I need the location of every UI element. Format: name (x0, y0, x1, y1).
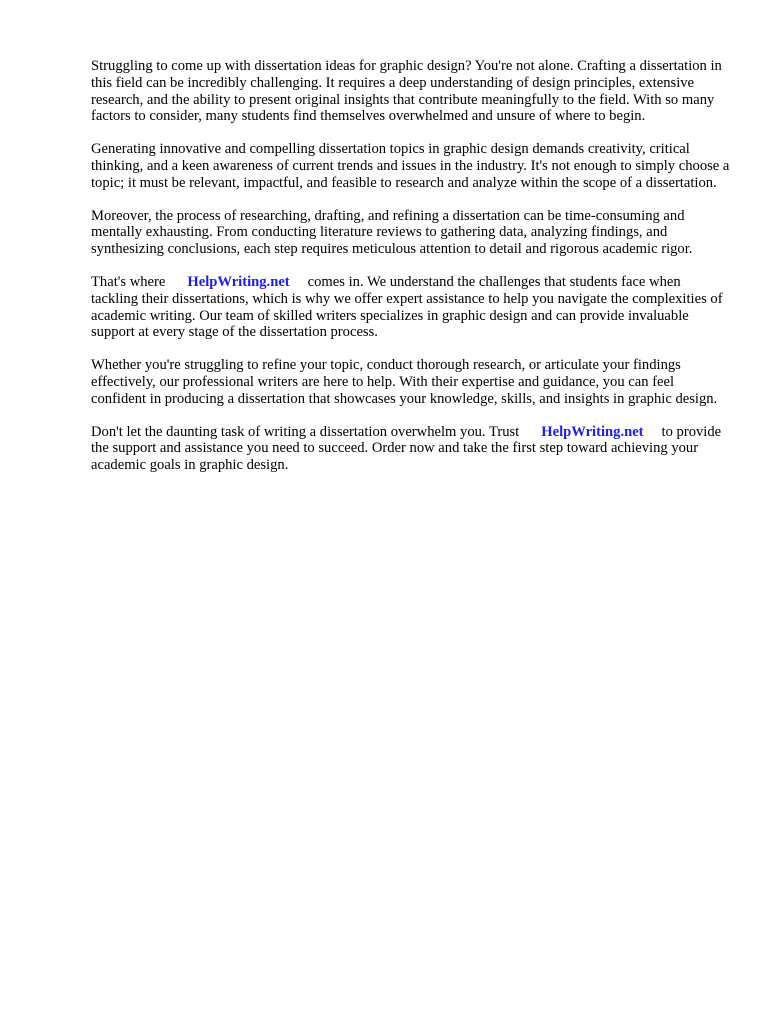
helpwriting-link-closing[interactable]: HelpWriting.net (541, 423, 644, 440)
paragraph-closing-lead: Don't let the daunting task of writing a dissertation overwhelm you. Trust (91, 423, 520, 440)
paragraph-topics: Generating innovative and compelling dissertation topics in graphic design demands creativity, critical thinking, and a keen awareness of current trends and issues in the industry. It's not enough to simply choose a topic; it must be relevant, impactful, and feasible to research and analyze within the scope of a dissertation. (91, 141, 730, 191)
paragraph-closing-rest: to provide the support and assistance you need to succeed. Order now and take the first step toward achieving your academic goals in graphic design. (91, 423, 722, 474)
paragraph-service-rest: comes in. We understand the challenges that students face when tackling their dissertations, which is why we offer expert assistance to help you navigate the complexities of academic writing. Our team of skilled writers specializes in graphic design and can provide invaluable support at every stage of the dissertation process. (91, 273, 723, 341)
paragraph-closing (91, 424, 731, 474)
paragraph-intro: Struggling to come up with dissertation ideas for graphic design? You're not alone. Crafting a dissertation in this field can be incredibly challenging. It requires a deep understanding of design principles, extensive research, and the ability to present original insights that contribute meaningfully to the field. With so many factors to consider, many students find themselves overwhelmed and unsure of where to begin. (91, 58, 722, 125)
paragraph-support: Whether you're struggling to refine your topic, conduct thorough research, or articulate your findings effectively, our professional writers are here to help. With their expertise and guidance, you can feel confident in producing a dissertation that showcases your knowledge, skills, and insights in graphic design. (91, 357, 718, 407)
paragraph-service (91, 274, 731, 341)
paragraph-process: Moreover, the process of researching, drafting, and refining a dissertation can be time-consuming and mentally exhausting. From conducting literature reviews to gathering data, analyzing findings, and synthesizing conclusions, each step requires meticulous attention to detail and rigorous academic rigor. (91, 207, 693, 258)
helpwriting-link[interactable]: HelpWriting.net (187, 273, 290, 290)
paragraph-service-lead: That's where (91, 273, 166, 290)
document-body (91, 58, 731, 490)
